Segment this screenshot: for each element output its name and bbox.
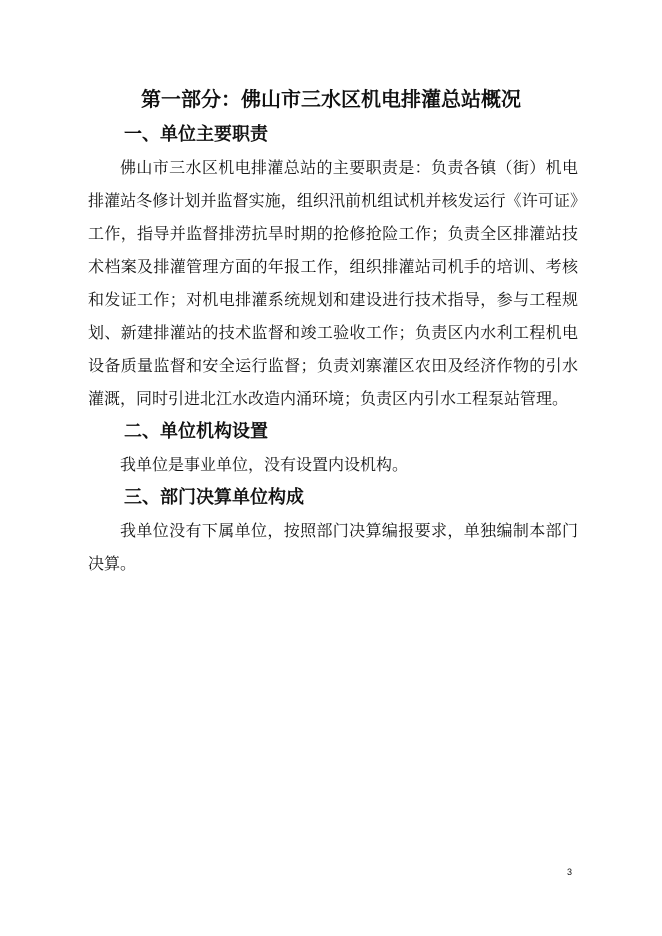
section-duties [88, 118, 578, 415]
page-number: 3 [567, 867, 573, 877]
section-paragraph: 佛山市三水区机电排灌总站的主要职责是：负责各镇（街）机电排灌站冬修计划并监督实施，组织汛前机组试机并核发运行《许可证》工作，指导并监督排涝抗旱时期的抢修抢险工作；负责全区排灌站技术档案及排灌管理方面的年报工作，组织排灌站司机手的培训、考核和发证工作；对机电排灌系统规划和建设进行技术指导，参与工程规划、新建排灌站的技术监督和竣工验收工作；负责区内水利工程机电设备质量监督和安全运行监督；负责刘寨灌区农田及经济作物的引水灌溉，同时引进北江水改造内涌环境；负责区内引水工程泵站管理。 [88, 158, 578, 408]
section-paragraph: 我单位没有下属单位，按照部门决算编报要求，单独编制本部门决算。 [88, 521, 578, 573]
section-heading: 二、单位机构设置 [124, 421, 268, 442]
section-heading: 三、部门决算单位构成 [124, 487, 304, 508]
section-heading: 一、单位主要职责 [124, 124, 268, 145]
page-title: 第一部分：佛山市三水区机电排灌总站概况 [141, 87, 521, 111]
section-paragraph: 我单位是事业单位，没有设置内设机构。 [120, 455, 409, 474]
document-content [88, 118, 578, 580]
section-composition [88, 481, 578, 580]
section-structure [88, 415, 578, 481]
